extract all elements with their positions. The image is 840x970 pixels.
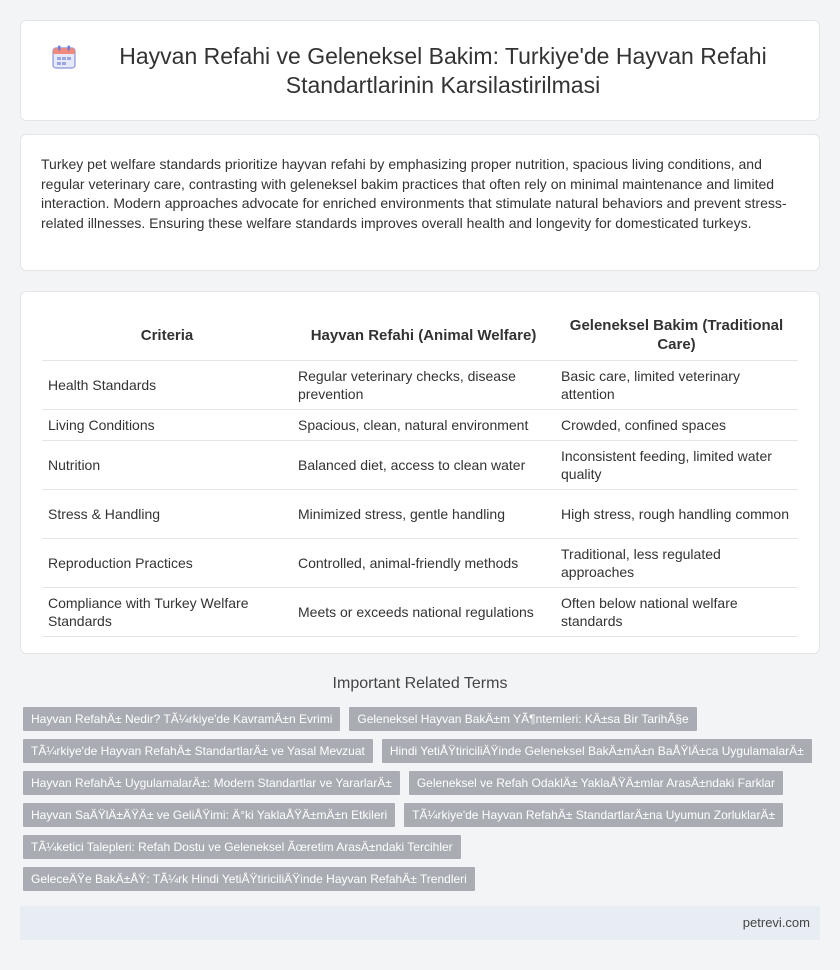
table-cell: Crowded, confined spaces <box>555 410 798 441</box>
related-term-link[interactable]: GeleceÄŸe BakÄ±ÅŸ: TÃ¼rk Hindi YetiÅŸtiriciliÄŸinde Hayvan RefahÄ± Trendleri <box>23 867 475 891</box>
header-animal-welfare: Hayvan Refahi (Animal Welfare) <box>292 310 555 361</box>
table-cell: Inconsistent feeding, limited water quality <box>555 441 798 490</box>
table-cell: Reproduction Practices <box>42 539 292 588</box>
table-cell: Spacious, clean, natural environment <box>292 410 555 441</box>
site-link[interactable]: petrevi.com <box>742 915 810 930</box>
related-term-link[interactable]: Hayvan RefahÄ± UygulamalarÄ±: Modern Standartlar ve YararlarÄ± <box>23 771 400 795</box>
page-title: Hayvan Refahi ve Geleneksel Bakim: Turkiye'de Hayvan Refahi Standartlarinin Karsilastirilmasi <box>119 42 767 98</box>
header-card <box>20 20 820 121</box>
related-term-link[interactable]: Hayvan SaÄŸlÄ±ÄŸÄ± ve GeliÅŸimi: Ä°ki YaklaÅŸÄ±mÄ±n Etkileri <box>23 803 395 827</box>
table-row <box>42 361 798 410</box>
intro-card <box>20 134 820 271</box>
table-cell: Traditional, less regulated approaches <box>555 539 798 588</box>
related-term-link[interactable]: Geleneksel ve Refah OdaklÄ± YaklaÅŸÄ±mlar ArasÄ±ndaki Farklar <box>409 771 783 795</box>
header <box>21 21 819 120</box>
comparison-table <box>42 310 798 637</box>
table-cell: Stress & Handling <box>42 490 292 539</box>
table-cell: Minimized stress, gentle handling <box>292 490 555 539</box>
header-criteria: Criteria <box>42 310 292 361</box>
related-terms-title: Important Related Terms <box>332 675 508 692</box>
table-row <box>42 441 798 490</box>
related-term-link[interactable]: Hindi YetiÅŸtiriciliÄŸinde Geleneksel BakÄ±mÄ±n BaÅŸlÄ±ca UygulamalarÄ± <box>382 739 812 763</box>
table-cell: Health Standards <box>42 361 292 410</box>
table-cell: Often below national welfare standards <box>555 588 798 637</box>
related-term-link[interactable]: TÃ¼rkiye'de Hayvan RefahÄ± StandartlarÄ±na Uyumun ZorluklarÄ± <box>404 803 783 827</box>
header-traditional-care: Geleneksel Bakim (Traditional Care) <box>555 310 798 361</box>
related-term-link[interactable]: TÃ¼ketici Talepleri: Refah Dostu ve Geleneksel Ãœretim ArasÄ±ndaki Tercihler <box>23 835 461 859</box>
comparison-table-card <box>20 291 820 654</box>
table-row <box>42 490 798 539</box>
related-term-link[interactable]: Hayvan RefahÄ± Nedir? TÃ¼rkiye'de KavramÄ±n Evrimi <box>23 707 340 731</box>
calendar-icon <box>51 44 77 70</box>
intro-text: Turkey pet welfare standards prioritize hayvan refahi by emphasizing proper nutrition, spacious living conditions, and regular veterinary care, contrasting with geleneksel bakim practices that often rely on minimal maintenance and limited interaction. Modern approaches advocate for enriched environments that stimulate natural behaviors and prevent stress-related illnesses. Ensuring these welfare standards improves overall health and longevity for domesticated turkeys. <box>41 156 787 231</box>
related-terms-list <box>23 707 823 899</box>
table-cell: Balanced diet, access to clean water <box>292 441 555 490</box>
table-row <box>42 410 798 441</box>
table-cell: Meets or exceeds national regulations <box>292 588 555 637</box>
table-cell: Basic care, limited veterinary attention <box>555 361 798 410</box>
table-cell: Nutrition <box>42 441 292 490</box>
table-cell: Living Conditions <box>42 410 292 441</box>
table-row <box>42 588 798 637</box>
table-cell: Compliance with Turkey Welfare Standards <box>42 588 292 637</box>
table-cell: High stress, rough handling common <box>555 490 798 539</box>
table-row <box>42 539 798 588</box>
table-cell: Controlled, animal-friendly methods <box>292 539 555 588</box>
related-term-link[interactable]: TÃ¼rkiye'de Hayvan RefahÄ± StandartlarÄ± ve Yasal Mevzuat <box>23 739 373 763</box>
table-cell: Regular veterinary checks, disease prevention <box>292 361 555 410</box>
related-term-link[interactable]: Geleneksel Hayvan BakÄ±m YÃ¶ntemleri: KÄ±sa Bir TarihÃ§e <box>349 707 696 731</box>
table-header-row <box>42 310 798 361</box>
footer <box>20 906 820 940</box>
